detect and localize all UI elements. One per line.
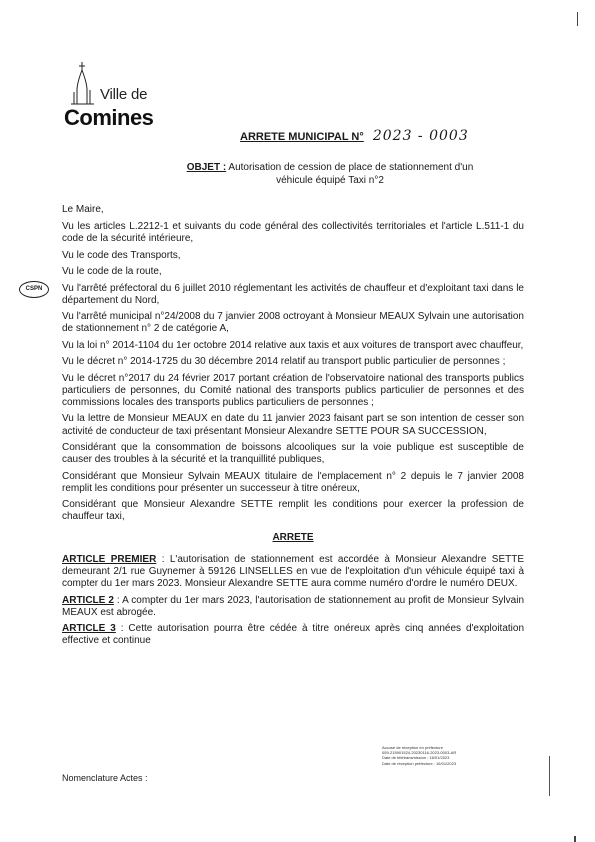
article-text: : L'autorisation de stationnement est accordée à Monsieur Alexandre SETTE demeurant 2/1 rue Guynemer à 59126 LINSELLES en vue de l'exploitation d'un véhicule équipé taxi à compter du 1er mars 2023. Monsieur Alexandre SETTE aura comme numéro d'ordre le numéro DEUX. [62, 553, 525, 590]
article-1 [62, 554, 524, 591]
vu-paragraph: Vu la loi n° 2014-1104 du 1er octobre 2014 relative aux taxis et aux voitures de transport avec chauffeur, [62, 339, 524, 351]
subject-label: OBJET : [186, 162, 227, 173]
vu-paragraph: Vu le décret n°2017 du 24 février 2017 portant création de l'observatoire national des transports publics particuliers de personnes, du Comité national des transports publics particulier de personnes et des commissions locales des transports publics particuliers de personnes ; [62, 372, 524, 408]
decree-header [240, 128, 469, 144]
scan-mark [577, 12, 578, 26]
logo-city-name: Comines [64, 105, 154, 130]
receipt-line: Accusé de réception en préfecture [382, 745, 443, 750]
arrete-heading: ARRETE [272, 531, 314, 543]
prefecture-receipt-stamp [382, 745, 532, 766]
church-tower-icon [68, 60, 98, 106]
vu-paragraph: Vu l'arrêté préfectoral du 6 juillet 2010 réglementant les activités de chauffeur et d'exploitant taxi dans le département du Nord, [62, 282, 524, 306]
scan-mark [549, 756, 550, 796]
article-text: : A compter du 1er mars 2023, l'autorisation de stationnement au profit de Monsieur Sylvain MEAUX est abrogée. [62, 594, 524, 618]
nomenclature-label: Nomenclature Actes : [62, 773, 148, 783]
article-3 [62, 623, 524, 647]
article-label: ARTICLE 3 [62, 623, 116, 635]
receipt-line: 059-215901524-20230116-2023-0003-AR [382, 750, 457, 756]
vu-paragraph: Vu les articles L.2212-1 et suivants du code général des collectivités territoriales et l'article L.511-1 du code de la sécurité intérieure, [62, 221, 524, 245]
article-label: ARTICLE PREMIER [62, 553, 157, 565]
vu-paragraph: Vu le décret n° 2014-1725 du 30 décembre 2014 relatif au transport public particulier de personnes ; [62, 356, 506, 368]
vu-paragraph: Vu la lettre de Monsieur MEAUX en date du 11 janvier 2023 faisant part se son intention de cesser son activité de conducteur de taxi présentant Monsieur Alexandre SETTE POUR SA SUCCESSION, [62, 413, 524, 437]
article-label: ARTICLE 2 [62, 594, 114, 606]
subject-block [180, 161, 480, 187]
mayor-line: Le Maire, [62, 204, 104, 215]
decree-title: ARRETE MUNICIPAL N° [240, 131, 364, 143]
vu-paragraph: Vu le code de la route, [62, 266, 162, 278]
city-logo [62, 58, 172, 130]
logo-ville-text: Ville de [100, 86, 148, 103]
article-2 [62, 595, 524, 619]
vu-paragraph: Vu le code des Transports, [62, 249, 181, 261]
article-text: : Cette autorisation pourra être cédée à titre onéreux après cinq années d'exploitation effective et continue [62, 623, 525, 647]
considerant-paragraph: Considérant que Monsieur Sylvain MEAUX titulaire de l'emplacement n° 2 depuis le 7 janvier 2008 remplit les conditions pour présenter un successeur à titre onéreux, [62, 470, 524, 494]
cspn-stamp: CSPN [19, 281, 49, 298]
decree-body [62, 204, 524, 652]
vu-paragraph: Vu l'arrêté municipal n°24/2008 du 7 janvier 2008 octroyant à Monsieur MEAUX Sylvain une autorisation de stationnement n° 2 de catégorie A, [62, 311, 524, 335]
receipt-line: Date de réception préfecture : 16/01/2023 [382, 760, 457, 766]
considerant-paragraph: Considérant que Monsieur Alexandre SETTE remplit les conditions pour exercer la profession de chauffeur taxi, [62, 499, 524, 523]
decree-number: 2023 - 0003 [372, 128, 469, 144]
receipt-line: Date de télétransmission : 16/01/2023 [382, 755, 450, 761]
considerant-paragraph: Considérant que la consommation de boissons alcooliques sur la voie publique est susceptible de causer des troubles à la sécurité et la tranquillité publiques, [62, 441, 524, 466]
scan-mark [574, 836, 576, 842]
subject-text: Autorisation de cession de place de stationnement d'un véhicule équipé Taxi n°2 [228, 162, 474, 186]
